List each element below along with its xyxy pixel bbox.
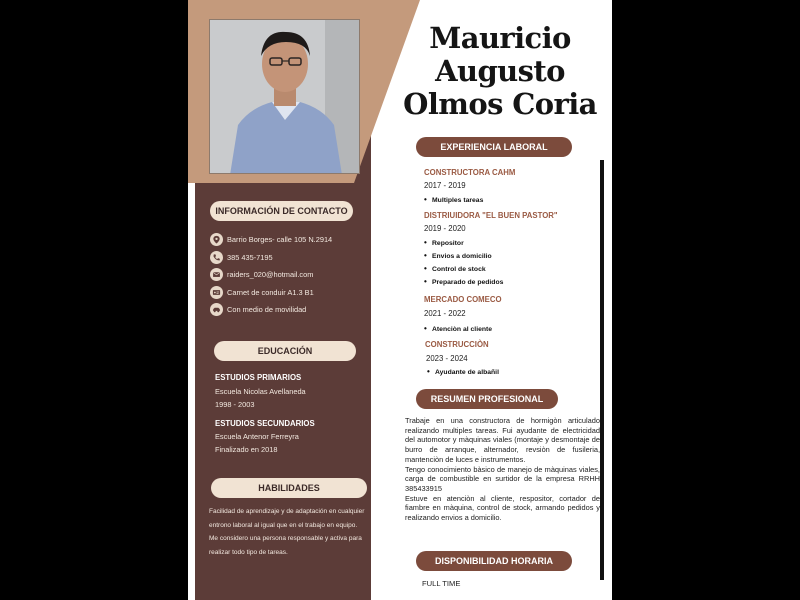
contact-phone: 385 435-7195 — [227, 252, 273, 262]
job-years: 2023 - 2024 — [426, 354, 468, 363]
summary-header: RESUMEN PROFESIONAL — [416, 389, 558, 409]
availability-header: DISPONIBILIDAD HORARIA — [416, 551, 572, 571]
name-line-1: Mauricio — [429, 21, 571, 55]
job-years: 2021 - 2022 — [424, 309, 466, 318]
license-icon — [210, 286, 223, 299]
education-years-secondary: Finalizado en 2018 — [215, 445, 278, 454]
contact-header: INFORMACIÓN DE CONTACTO — [210, 201, 353, 221]
car-icon — [210, 303, 223, 316]
job-task: • Ayudante de albañil — [427, 367, 499, 376]
summary-text — [405, 416, 600, 523]
skills-text — [209, 505, 371, 559]
job-company: CONSTRUCCIÒN — [425, 340, 489, 349]
education-years-primary: 1998 - 2003 — [215, 400, 255, 409]
candidate-name — [394, 22, 606, 121]
skills-header: HABILIDADES — [211, 478, 367, 498]
education-title-primary: ESTUDIOS PRIMARIOS — [215, 373, 302, 382]
job-years: 2017 - 2019 — [424, 181, 466, 190]
job-task: • Atenciòn al cliente — [424, 324, 492, 333]
resume-page — [188, 0, 612, 600]
name-line-2: Augusto — [435, 54, 565, 88]
contact-item-email — [210, 267, 313, 281]
job-task: • Envios a domicilio — [424, 251, 492, 260]
job-company: DISTRIUIDORA "EL BUEN PASTOR" — [424, 211, 558, 220]
education-school-secondary: Escuela Antenor Ferreyra — [215, 432, 299, 441]
contact-item-address — [210, 232, 332, 246]
contact-email: raiders_020@hotmail.com — [227, 269, 314, 279]
contact-item-license — [210, 285, 314, 299]
availability-value: FULL TIME — [422, 579, 461, 588]
skills-text-2: Me considero una persona responsable y activa para realizar todo tipo de tareas. — [209, 535, 362, 556]
name-line-3: Olmos Coria — [403, 87, 597, 121]
education-title-secondary: ESTUDIOS SECUNDARIOS — [215, 419, 315, 428]
profile-photo — [209, 19, 360, 174]
job-company: MERCADO COMECO — [424, 295, 502, 304]
job-task: • Multiples tareas — [424, 195, 483, 204]
location-icon — [210, 233, 223, 246]
education-header: EDUCACIÓN — [214, 341, 356, 361]
contact-license: Carnet de conduir A1.3 B1 — [227, 287, 314, 297]
summary-paragraph-3: Estuve en atenciòn al cliente, respositor, cortador de fiambre en màquina, control de stock, armando pedidos y realizando envios a domicilio. — [405, 493, 600, 523]
contact-item-phone — [210, 250, 273, 264]
experience-header: EXPERIENCIA LABORAL — [416, 137, 572, 157]
job-task: • Preparado de pedidos — [424, 277, 503, 286]
education-school-primary: Escuela Nicolas Avellaneda — [215, 387, 306, 396]
job-task: • Control de stock — [424, 264, 486, 273]
contact-item-mobility — [210, 302, 306, 316]
phone-icon — [210, 251, 223, 264]
contact-address: Barrio Borges- calle 105 N.2914 — [227, 234, 333, 244]
job-company: CONSTRUCTORA CAHM — [424, 168, 516, 177]
contact-mobility: Con medio de movilidad — [227, 304, 307, 314]
summary-paragraph-1: Trabaje en una constructora de hormigòn articulado realizando multiples tareas. Fui ayudante de electricidad del automotor y màquinas viales (montaje y desmontaje de burro de arranque, alternador, revsiòn de fusileria, mantenciòn de luces e instrumentos. — [405, 416, 600, 464]
job-years: 2019 - 2020 — [424, 224, 466, 233]
skills-text-1: Facilidad de aprendizaje y de adaptación en cualquier entrono laboral al igual que en el trabajo en equipo. — [209, 508, 365, 529]
job-task: • Repositor — [424, 238, 464, 247]
summary-paragraph-2: Tengo conocimiento bàsico de manejo de màquinas viales, carga de combustible en surtidor de la empresa RRHH 385433915 — [405, 464, 600, 493]
email-icon — [210, 268, 223, 281]
page-edge-divider — [600, 160, 604, 580]
